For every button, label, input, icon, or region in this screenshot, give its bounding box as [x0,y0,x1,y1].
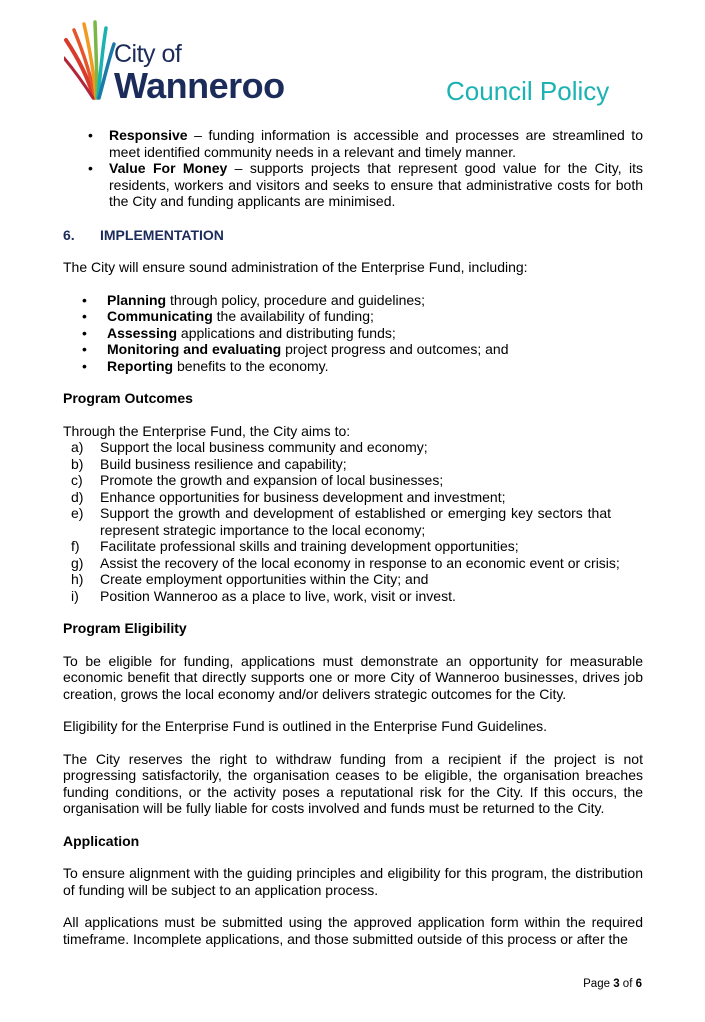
application-paragraph-1: To ensure alignment with the guiding principles and eligibility for this program, the distribution of funding will be subject to an application process. [63,865,643,898]
logo-fan-icon [64,18,116,104]
page-number: Page 3 of 6 [583,978,642,990]
list-item: i) Position Wanneroo as a place to live, work, visit or invest. [71,587,456,604]
list-item: • Responsive – funding information is accessible and processes are streamlined to meet identified community needs in a relevant and timely manner. [88,127,643,160]
city-of-wanneroo-logo [64,18,304,104]
list-item: c) Promote the growth and expansion of local businesses; [71,472,444,488]
eligibility-paragraph-2: Eligibility for the Enterprise Fund is outlined in the Enterprise Fund Guidelines. [63,718,548,734]
bullet-icon: • [82,308,87,324]
list-item: • Reporting benefits to the economy. [82,357,329,374]
bullet-icon: • [82,357,87,374]
program-outcomes-list [63,439,643,604]
list-item: • Planning through policy, procedure and guidelines; [82,291,426,308]
eligibility-paragraph-3: The City reserves the right to withdraw funding from a recipient if the project is not progressing satisfactorily, the organisation ceases to be eligible, the organisation breaches funding conditions, or the activity poses a reputational risk for the City. If this occurs, the organisation will be fully liable for costs involved and funds must be returned to the City. [63,750,643,816]
document-type-title: Council Policy [446,76,610,106]
principles-list [63,127,643,210]
list-item: • Communicating the availability of funding; [82,308,374,324]
application-heading: Application [63,832,140,849]
list-item: • Monitoring and evaluating project progress and outcomes; and [82,341,509,357]
list-item: • Value For Money – supports projects that represent good value for the City, its residents, workers and visitors and seeks to ensure that administrative costs for both the City and funding applicants are minimised. [88,160,643,209]
program-outcomes-heading: Program Outcomes [63,390,193,406]
list-item: b) Build business resilience and capability; [71,455,347,472]
section-heading-implementation: 6. IMPLEMENTATION [63,226,224,243]
bullet-icon: • [82,324,87,341]
program-eligibility-heading: Program Eligibility [63,620,187,636]
list-item: d) Enhance opportunities for business development and investment; [71,488,506,505]
list-item: e) Support the growth and development of established or emerging key sectors that represent strategic importance to the local economy; [71,505,611,538]
list-item: f) Facilitate professional skills and training development opportunities; [71,538,519,554]
bullet-icon: • [88,160,93,176]
logo-wanneroo-text: Wanneroo [114,65,285,106]
list-item: g) Assist the recovery of the local economy in response to an economic event or crisis; [71,554,620,571]
list-item: • Assessing applications and distributing funds; [82,324,396,341]
list-item: a) Support the local business community and economy; [71,439,428,455]
eligibility-paragraph-1: To be eligible for funding, applications must demonstrate an opportunity for measurable economic benefit that directly supports one or more City of Wanneroo businesses, drives job creation, grows the local economy and/or delivers strategic outcomes for the City. [63,652,643,702]
application-paragraph-2: All applications must be submitted using the approved application form within the required timeframe. Incomplete applications, and those submitted outside of this process or after the [63,914,643,947]
logo-city-of-text: City of [114,40,182,68]
implementation-list [63,292,643,375]
bullet-icon: • [88,127,93,143]
bullet-icon: • [82,341,87,357]
implementation-intro: The City will ensure sound administration of the Enterprise Fund, including: [63,259,528,275]
bullet-icon: • [82,291,87,308]
list-item: h) Create employment opportunities within the City; and [71,571,429,587]
program-outcomes-intro: Through the Enterprise Fund, the City aims to: [63,422,351,439]
policy-content [63,127,643,947]
